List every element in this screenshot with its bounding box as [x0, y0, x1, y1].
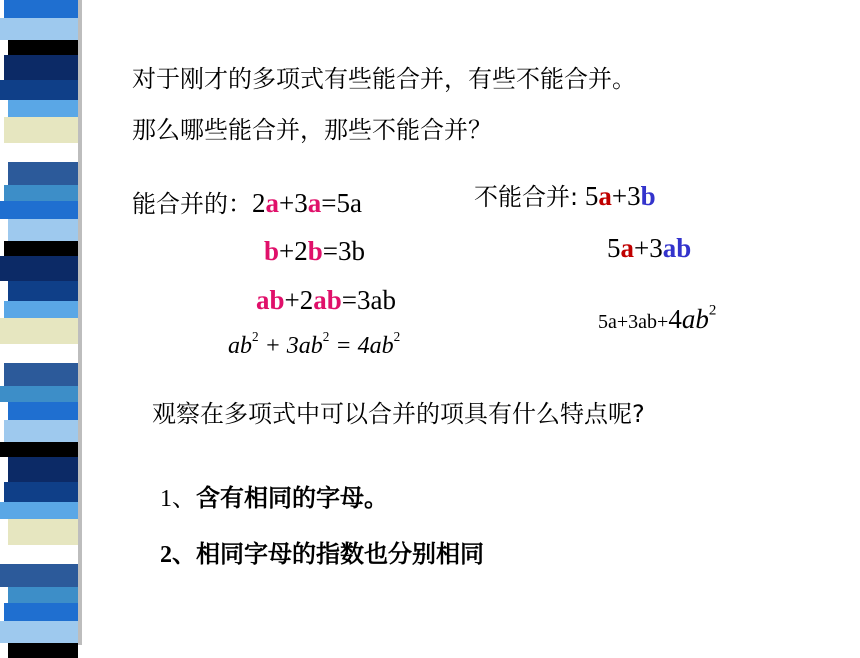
strip-block [0, 18, 78, 40]
strip-block [0, 201, 78, 219]
strip-block [8, 162, 78, 185]
can-merge-example-3: ab+2ab=3ab [256, 285, 397, 315]
strip-block [0, 386, 78, 402]
strip-block [8, 281, 78, 301]
strip-block [4, 545, 78, 564]
cannot-merge-example-1: 不能合并: 5a+3b [474, 181, 656, 211]
strip-block [0, 256, 78, 281]
cannot-merge-example-2: 5a+3ab [607, 233, 692, 263]
strip-block [4, 420, 78, 442]
answer-2: 2、相同字母的指数也分别相同 [160, 540, 484, 568]
strip-block [8, 100, 78, 117]
intro-line-1: 对于刚才的多项式有些能合并，有些不能合并。 [132, 65, 636, 93]
strip-block [4, 363, 78, 386]
strip-block [8, 587, 78, 603]
strip-block [0, 564, 78, 587]
cannot-merge-label: 不能合并: [474, 183, 579, 211]
cannot-merge-example-3: $5a+3ab+4ab^2$ [598, 302, 717, 334]
strip-block [4, 55, 78, 80]
strip-block [8, 643, 78, 658]
strip-block [0, 80, 78, 100]
strip-block [0, 318, 78, 344]
answer-1: 1、含有相同的字母。 [160, 484, 388, 512]
strip-block [8, 344, 78, 363]
strip-block [8, 219, 78, 241]
strip-block [0, 442, 78, 457]
strip-block [4, 0, 78, 18]
strip-shadow [78, 0, 82, 645]
strip-block [4, 301, 78, 318]
strip-block [0, 502, 78, 519]
intro-line-2: 那么哪些能合并，那些不能合并？ [132, 116, 492, 144]
can-merge-example-1: 能合并的：2a+3a=5a [132, 188, 362, 218]
strip-block [0, 621, 78, 643]
strip-block [4, 241, 78, 256]
strip-block [8, 457, 78, 482]
observation-question: 观察在多项式中可以合并的项具有什么特点呢? [152, 400, 645, 428]
strip-block [8, 402, 78, 420]
can-merge-example-2: b+2b=3b [264, 236, 366, 266]
strip-block [0, 143, 78, 162]
strip-block [4, 117, 78, 143]
strip-block [4, 482, 78, 502]
strip-block [4, 185, 78, 201]
strip-block [8, 40, 78, 55]
strip-block [4, 603, 78, 621]
can-merge-label: 能合并的： [132, 190, 252, 218]
decorative-left-strip [0, 0, 78, 645]
can-merge-example-4: $ab^2 + 3ab^2 = 4ab^2$ [228, 329, 401, 359]
strip-block [8, 519, 78, 545]
